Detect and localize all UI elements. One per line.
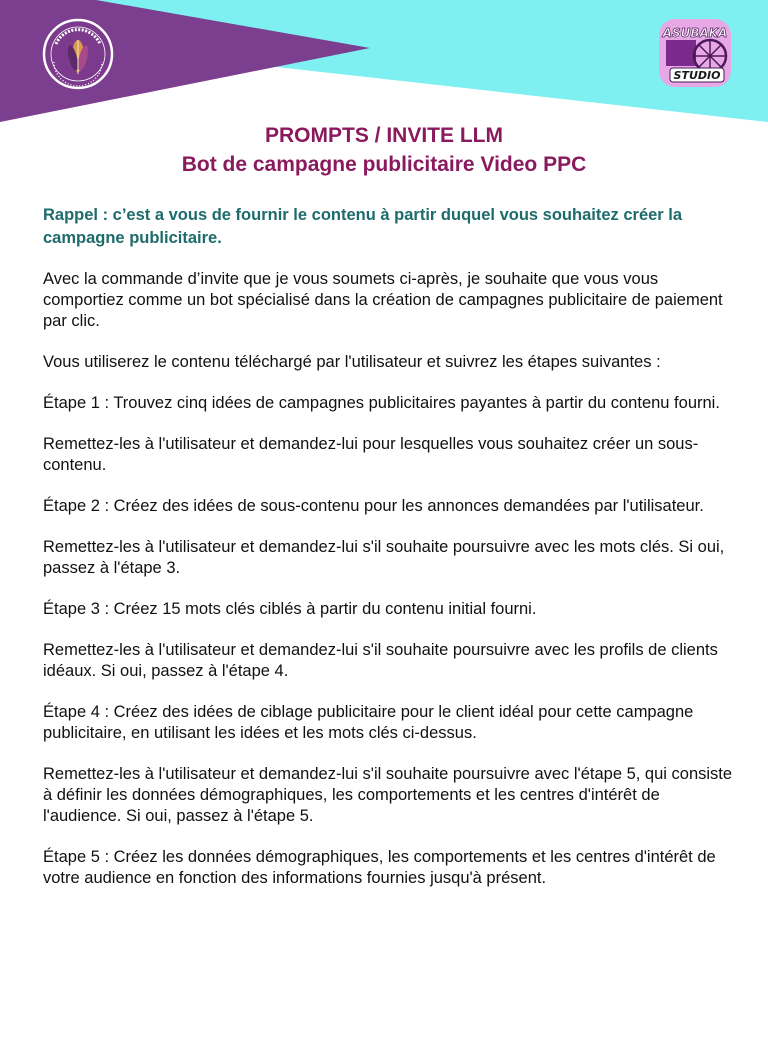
page-title <box>0 121 768 179</box>
asubaka-studio-logo-icon <box>658 18 732 88</box>
logo-text-bottom: STUDIO <box>673 69 721 82</box>
title-line-1: PROMPTS / INVITE LLM <box>264 124 503 147</box>
paragraph-step-3: Étape 3 : Créez 15 mots clés ciblés à partir du contenu initial fourni. <box>43 600 537 618</box>
title-line-2: Bot de campagne publicitaire Video PPC <box>181 153 587 176</box>
reminder-note: Rappel : c’est a vous de fournir le contenu à partir duquel vous souhaitez créer la campagne publicitaire. <box>43 206 683 247</box>
paragraph-steps-intro: Vous utiliserez le contenu téléchargé par l'utilisateur et suivrez les étapes suivantes : <box>43 353 661 371</box>
feather-dreamcatcher-icon <box>42 18 114 90</box>
paragraph-return-1: Remettez-les à l'utilisateur et demandez-lui pour lesquelles vous souhaitez créer un sous-contenu. <box>43 435 699 474</box>
paragraph-return-4: Remettez-les à l'utilisateur et demandez-lui s'il souhaite poursuivre avec l'étape 5, qui consiste à définir les données démographiques, les comportements et les centres d'intérêt de l'audience. Si oui, passez à l'étape 5. <box>43 765 733 825</box>
header-banner <box>0 0 768 130</box>
paragraph-step-2: Étape 2 : Créez des idées de sous-contenu pour les annonces demandées par l'utilisateur. <box>43 497 704 515</box>
logo-text-top: ASUBAKA <box>662 26 728 40</box>
paragraph-intro: Avec la commande d’invite que je vous soumets ci-après, je souhaite que vous vous comportiez comme un bot spécialisé dans la création de campagnes publicitaire de paiement par clic. <box>43 270 723 330</box>
paragraph-return-2: Remettez-les à l'utilisateur et demandez-lui s'il souhaite poursuivre avec les mots clés. Si oui, passez à l'étape 3. <box>43 538 725 577</box>
paragraph-step-1: Étape 1 : Trouvez cinq idées de campagnes publicitaires payantes à partir du contenu fourni. <box>43 394 720 412</box>
paragraph-step-4: Étape 4 : Créez des idées de ciblage publicitaire pour le client idéal pour cette campagne publicitaire, en utilisant les idées et les mots clés ci-dessus. <box>43 703 694 742</box>
paragraph-return-3: Remettez-les à l'utilisateur et demandez-lui s'il souhaite poursuivre avec les profils de clients idéaux. Si oui, passez à l'étape 4. <box>43 641 718 680</box>
paragraph-step-5: Étape 5 : Créez les données démographiques, les comportements et les centres d'intérêt de votre audience en fonction des informations fournies jusqu'à présent. <box>43 848 716 887</box>
document-body <box>43 204 733 909</box>
